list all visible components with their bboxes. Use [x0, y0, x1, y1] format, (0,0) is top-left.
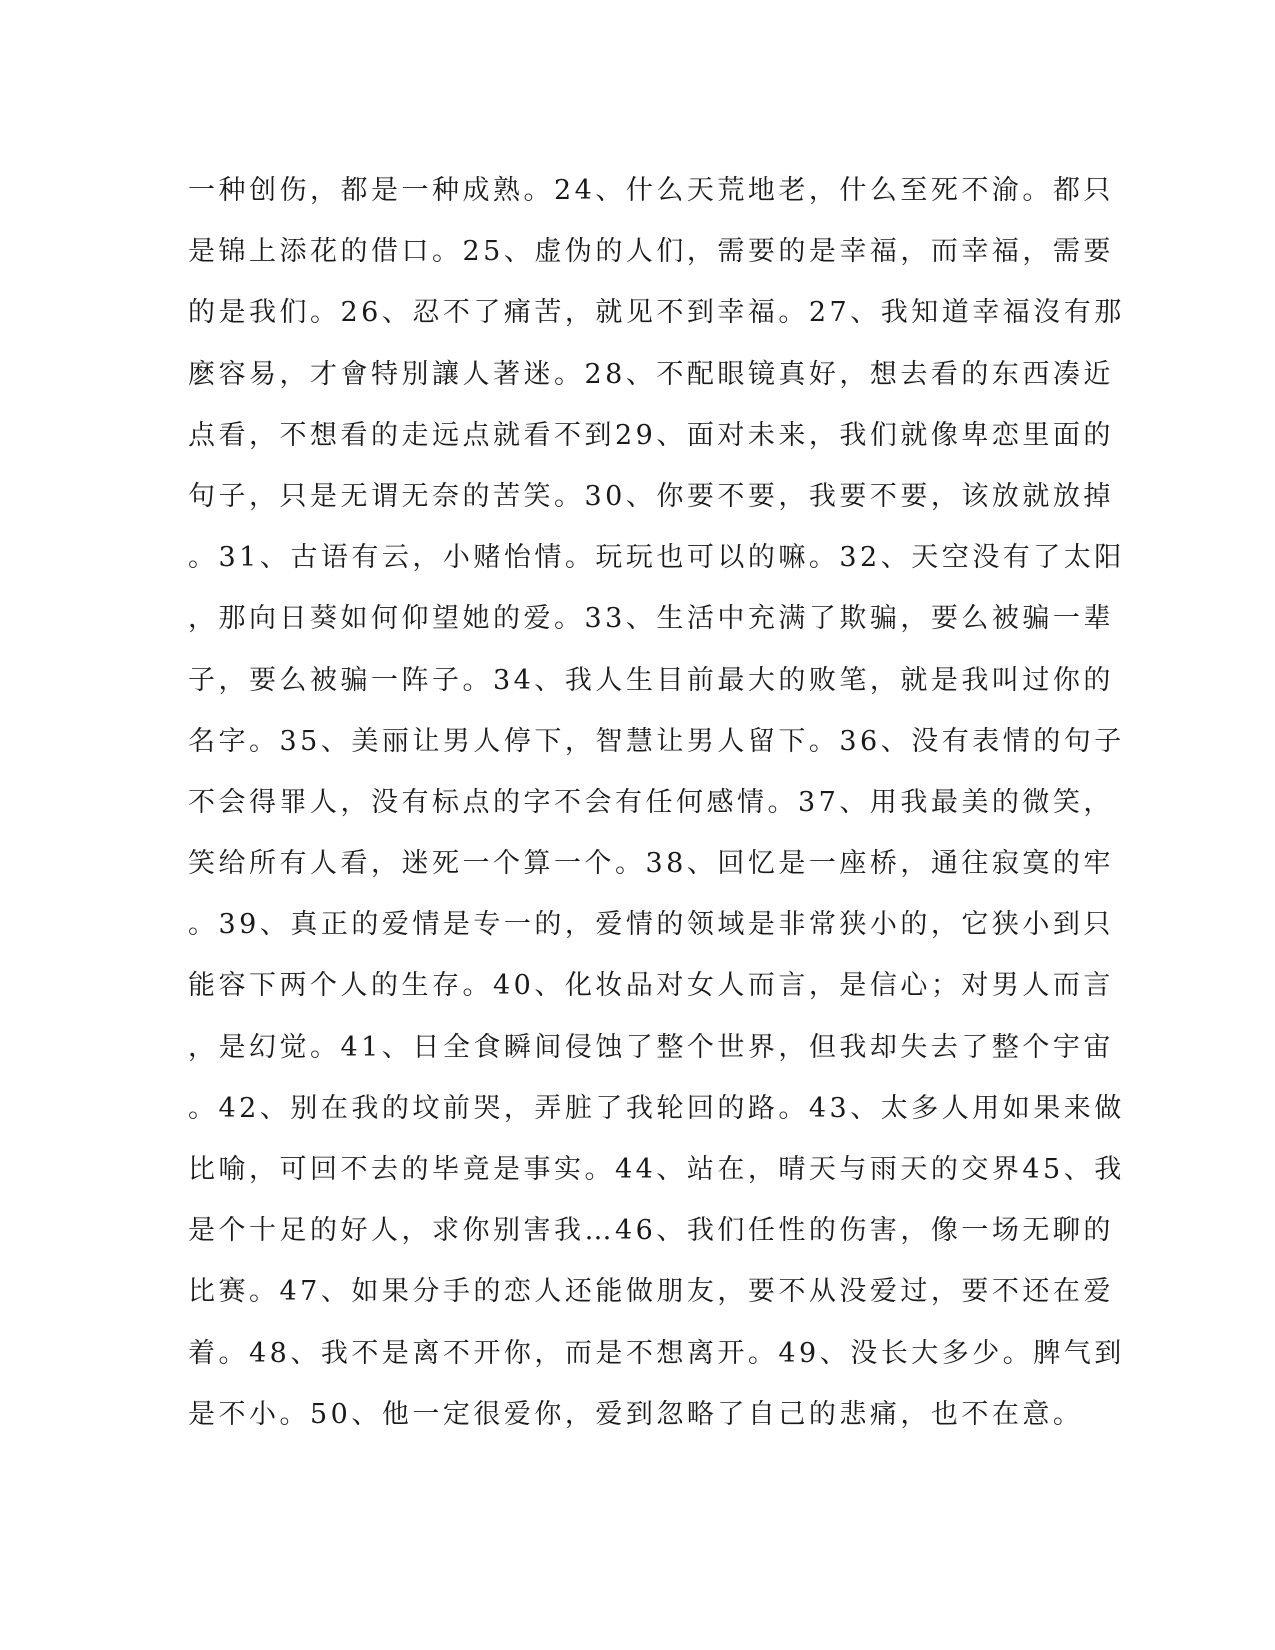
text-line: 麽容易，才會特別讓人著迷。28、不配眼镜真好，想去看的东西凑近	[188, 358, 1114, 390]
text-line: 比喻，可回不去的毕竟是事实。44、站在，晴天与雨天的交界45、我	[188, 1154, 1125, 1185]
text-line: 一种创伤，都是一种成熟。24、什么天荒地老，什么至死不渝。都只	[188, 175, 1114, 206]
text-line: ，是幻觉。41、日全食瞬间侵蚀了整个世界，但我却失去了整个宇宙	[188, 1031, 1114, 1063]
text-line: 是个十足的好人，求你别害我…46、我们任性的伤害，像一场无聊的	[188, 1215, 1114, 1247]
text-line: 。31、古语有云，小赌怡情。玩玩也可以的嘛。32、天空没有了太阳	[188, 542, 1125, 574]
text-line: 是锦上添花的借口。25、虚伪的人们，需要的是幸福，而幸福，需要	[188, 236, 1114, 268]
text-line: 能容下两个人的生存。40、化妆品对女人而言，是信心；对男人而言	[188, 970, 1114, 1002]
text-line: 比赛。47、如果分手的恋人还能做朋友，要不从没爱过，要不还在爱	[188, 1276, 1114, 1308]
text-line: 句子，只是无谓无奈的苦笑。30、你要不要，我要不要，该放就放掉	[188, 480, 1114, 512]
text-line: 子，要么被骗一阵子。34、我人生目前最大的败笔，就是我叫过你的	[188, 664, 1114, 696]
text-line: 不会得罪人，没有标点的字不会有任何感情。37、用我最美的微笑，	[188, 786, 1114, 818]
text-line: 着。48、我不是离不开你，而是不想离开。49、没长大多少。脾气到	[188, 1337, 1125, 1369]
text-line: 。39、真正的爱情是专一的，爱情的领域是非常狭小的，它狭小到只	[188, 909, 1114, 941]
text-line: 名字。35、美丽让男人停下，智慧让男人留下。36、没有表情的句子	[188, 725, 1125, 757]
text-line: 点看，不想看的走远点就看不到29、面对未来，我们就像卑恋里面的	[188, 419, 1114, 451]
text-line: ，那向日葵如何仰望她的爱。33、生活中充满了欺骗，要么被骗一辈	[188, 603, 1114, 635]
text-line: 。42、别在我的坟前哭，弄脏了我轮回的路。43、太多人用如果来做	[188, 1092, 1125, 1124]
text-line: 的是我们。26、忍不了痛苦，就见不到幸福。27、我知道幸福沒有那	[188, 297, 1125, 329]
text-line: 笑给所有人看，迷死一个算一个。38、回忆是一座桥，通往寂寞的牢	[188, 848, 1114, 880]
body-text	[188, 160, 1125, 1445]
text-line: 是不小。50、他一定很爱你，爱到忽略了自己的悲痛，也不在意。	[188, 1398, 1084, 1430]
